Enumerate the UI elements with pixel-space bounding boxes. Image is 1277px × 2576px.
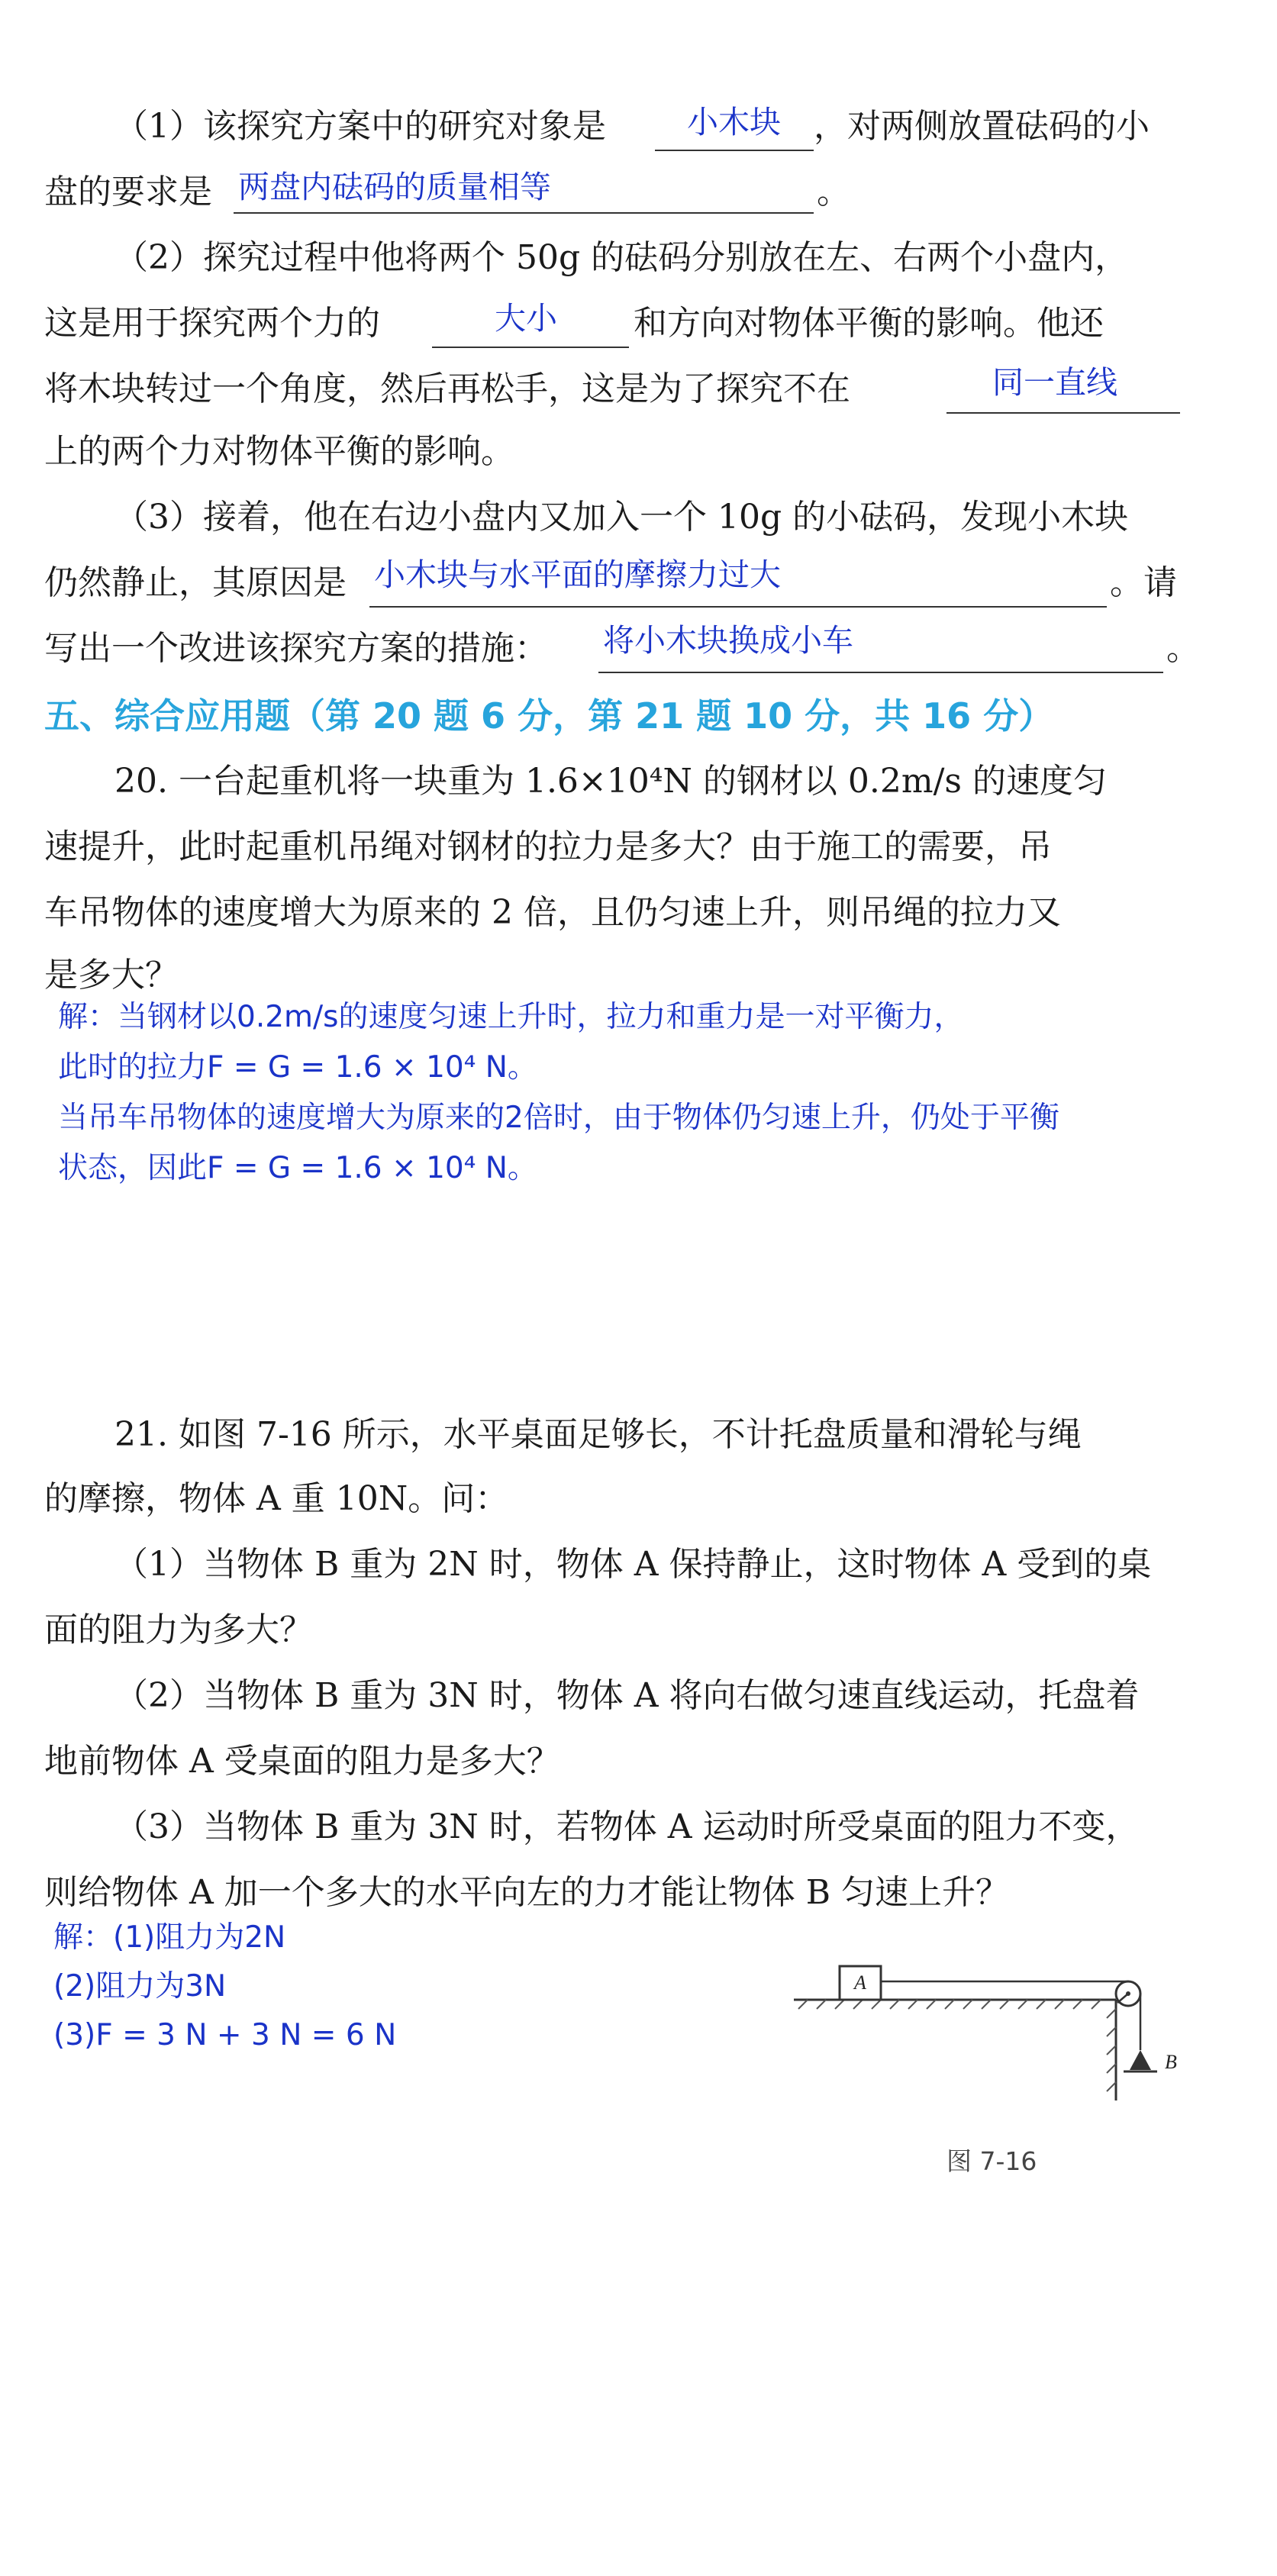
blank-3 xyxy=(432,347,629,348)
q20-line-4: 是多大？ xyxy=(44,956,179,995)
q21-line-4: 面的阻力为多大？ xyxy=(44,1610,313,1649)
pulley-diagram xyxy=(794,1939,1221,2107)
q21-line-7: （3）当物体 B 重为 3N 时，若物体 A 运动时所受桌面的阻力不变， xyxy=(114,1807,1140,1846)
q2-line-4: 上的两个力对物体平衡的影响。 xyxy=(44,432,514,471)
q3-end: 。 xyxy=(1166,629,1200,668)
q20-line-1: 20. 一台起重机将一块重为 1.6×10⁴N 的钢材以 0.2m/s 的速度匀 xyxy=(114,762,1107,801)
section-heading: 五、综合应用题（第 20 题 6 分，第 21 题 10 分，共 16 分） xyxy=(44,695,1054,737)
q20-solution-1: 解：当钢材以0.2m/s的速度匀速上升时，拉力和重力是一对平衡力， xyxy=(58,1000,964,1034)
q2-line-2b: 和方向对物体平衡的影响。他还 xyxy=(634,304,1104,343)
q1-line-2: 盘的要求是 xyxy=(44,172,212,211)
blank-5 xyxy=(369,606,1107,608)
q3-line-2b: 。请 xyxy=(1110,563,1177,602)
q20-line-3: 车吊物体的速度增大为原来的 2 倍，且仍匀速上升，则吊绳的拉力又 xyxy=(44,893,1061,932)
q21-line-1: 21. 如图 7-16 所示，水平桌面足够长，不计托盘质量和滑轮与绳 xyxy=(114,1415,1082,1454)
answer-5: 小木块与水平面的摩擦力过大 xyxy=(374,556,781,593)
weight-b xyxy=(1130,2050,1151,2070)
q2-line-3: 将木块转过一个角度，然后再松手，这是为了探究不在 xyxy=(44,369,850,408)
q21-solution-3: (3)F = 3 N + 3 N = 6 N xyxy=(53,2018,397,2052)
q1-line-1a: （1）该探究方案中的研究对象是 xyxy=(114,107,606,146)
q20-solution-4: 状态，因此F = G = 1.6 × 10⁴ N。 xyxy=(58,1151,537,1185)
answer-4: 同一直线 xyxy=(992,364,1117,401)
q21-line-2: 的摩擦，物体 A 重 10N。问： xyxy=(44,1479,509,1518)
q3-line-1: （3）接着，他在右边小盘内又加入一个 10g 的小砝码，发现小木块 xyxy=(114,498,1129,537)
blank-4 xyxy=(946,412,1180,414)
answer-2: 两盘内砝码的质量相等 xyxy=(238,169,551,205)
weight-b-label: B xyxy=(1165,2051,1177,2073)
q21-line-8: 则给物体 A 加一个多大的水平向左的力才能让物体 B 匀速上升？ xyxy=(44,1873,1010,1912)
q1-end: 。 xyxy=(817,172,850,211)
q1-line-1b: ，对两侧放置砝码的小 xyxy=(814,107,1150,146)
q20-line-2: 速提升，此时起重机吊绳对钢材的拉力是多大？由于施工的需要，吊 xyxy=(44,827,1052,866)
edge-hatching xyxy=(1107,2009,1116,2091)
blank-2 xyxy=(234,212,814,214)
q3-line-2a: 仍然静止，其原因是 xyxy=(44,563,347,602)
q21-line-3: （1）当物体 B 重为 2N 时，物体 A 保持静止，这时物体 A 受到的桌 xyxy=(114,1545,1152,1584)
answer-6: 将小木块换成小车 xyxy=(603,622,853,659)
q2-line-1: （2）探究过程中他将两个 50g 的砝码分别放在左、右两个小盘内， xyxy=(114,238,1129,277)
q20-solution-2: 此时的拉力F = G = 1.6 × 10⁴ N。 xyxy=(58,1050,537,1085)
q21-line-6: 地前物体 A 受桌面的阻力是多大？ xyxy=(44,1742,560,1781)
figure-caption: 图 7-16 xyxy=(946,2146,1037,2176)
q20-solution-3: 当吊车吊物体的速度增大为原来的2倍时，由于物体仍匀速上升，仍处于平衡 xyxy=(58,1101,1059,1135)
blank-1 xyxy=(655,150,814,151)
q21-solution-2: (2)阻力为3N xyxy=(53,1969,227,2004)
answer-1: 小木块 xyxy=(687,104,781,140)
q21-solution-1: 解：(1)阻力为2N xyxy=(53,1920,286,1955)
answer-3: 大小 xyxy=(495,300,557,337)
q21-line-5: （2）当物体 B 重为 3N 时，物体 A 将向右做匀速直线运动，托盘着 xyxy=(114,1676,1140,1715)
table-hatching xyxy=(798,2000,1101,2009)
q2-line-2a: 这是用于探究两个力的 xyxy=(44,304,380,343)
q3-line-3: 写出一个改进该探究方案的措施： xyxy=(44,629,548,668)
blank-6 xyxy=(598,672,1163,673)
block-a-label: A xyxy=(854,1971,866,1994)
